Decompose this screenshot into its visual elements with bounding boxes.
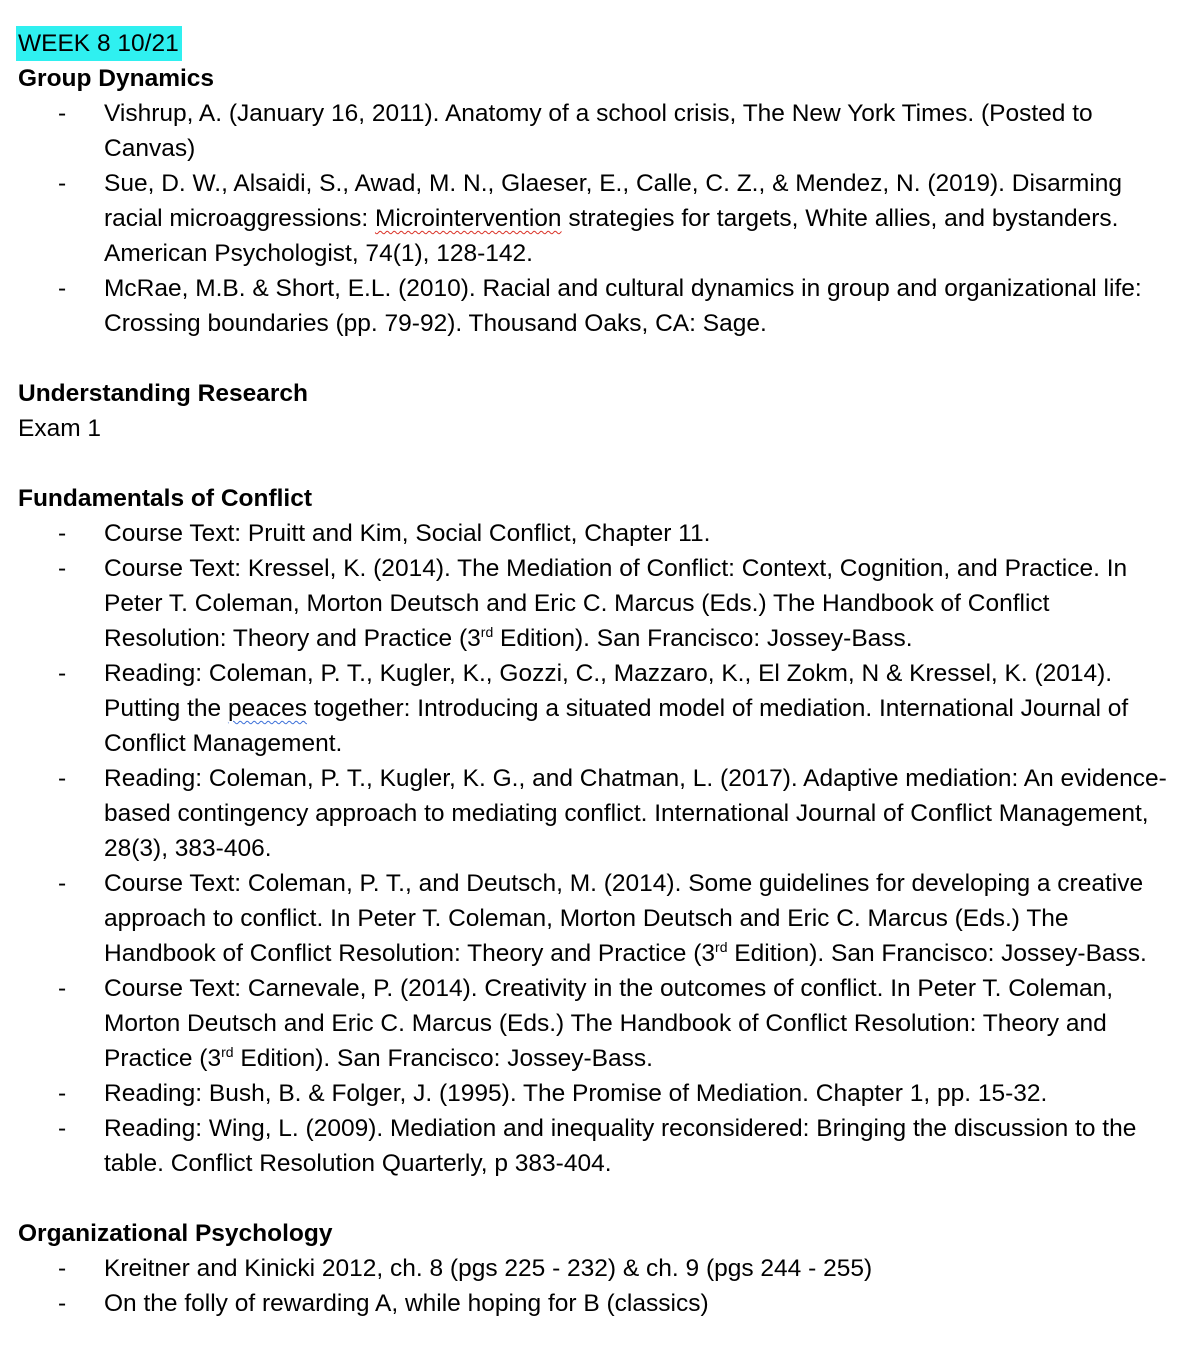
bullet-dash: -	[58, 170, 67, 197]
item-text: Edition). San Francisco: Jossey-Bass.	[493, 625, 913, 652]
group-dynamics-list	[18, 96, 1178, 341]
item-text: Reading: Wing, L. (2009). Mediation and inequality reconsidered: Bringing the discussion to the table. Conflict Resolution Quarterly, p 383-404.	[104, 1115, 1137, 1177]
item-text: Course Text: Coleman, P. T., and Deutsch, M. (2014). Some guidelines for developing a creative approach to conflict. In Peter T. Coleman, Morton Deutsch and Eric C. Marcus (Eds.) The Handbook of Conflict Resolution: Theory and Practice (3	[104, 870, 1144, 967]
list-item[interactable]	[18, 761, 1178, 866]
list-item[interactable]	[18, 971, 1178, 1076]
list-item[interactable]	[18, 166, 1178, 271]
bullet-dash: -	[58, 1115, 67, 1142]
list-item[interactable]	[18, 866, 1178, 971]
item-text: On the folly of rewarding A, while hoping for B (classics)	[104, 1290, 709, 1317]
blank-line	[18, 341, 1178, 376]
exam-text[interactable]: Exam 1	[18, 415, 102, 442]
spellcheck-flagged-word[interactable]: Microintervention	[374, 205, 562, 232]
section-heading-group-dynamics[interactable]: Group Dynamics	[18, 65, 215, 92]
list-item[interactable]	[18, 96, 1178, 166]
bullet-dash: -	[58, 100, 67, 127]
list-item[interactable]	[18, 551, 1178, 656]
fundamentals-list	[18, 516, 1178, 1181]
item-text: together: Introducing a situated model of mediation. International Journal of Conflict Management.	[104, 695, 1129, 757]
section-heading-understanding-research[interactable]: Understanding Research	[18, 380, 308, 407]
bullet-dash: -	[58, 975, 67, 1002]
item-text: Vishrup, A. (January 16, 2011). Anatomy of a school crisis, The New York Times. (Posted to Canvas)	[104, 100, 1093, 162]
item-text: Reading: Bush, B. & Folger, J. (1995). The Promise of Mediation. Chapter 1, pp. 15-32.	[104, 1080, 1048, 1107]
item-text: Course Text: Carnevale, P. (2014). Creativity in the outcomes of conflict. In Peter T. Coleman, Morton Deutsch and Eric C. Marcus (Eds.) The Handbook of Conflict Resolution: Theory and Practice (3	[104, 975, 1114, 1072]
item-text: McRae, M.B. & Short, E.L. (2010). Racial and cultural dynamics in group and organizational life: Crossing boundaries (pp. 79-92). Thousand Oaks, CA: Sage.	[104, 275, 1142, 337]
superscript-ordinal: rd	[480, 623, 494, 640]
bullet-dash: -	[58, 520, 67, 547]
list-item[interactable]	[18, 1251, 1178, 1286]
item-text: Course Text: Kressel, K. (2014). The Mediation of Conflict: Context, Cognition, and Practice. In Peter T. Coleman, Morton Deutsch and Eric C. Marcus (Eds.) The Handbook of Conflict Resolution: Theory and Practice (3	[104, 555, 1128, 652]
org-psych-list	[18, 1251, 1178, 1321]
item-text: strategies for targets, White allies, and bystanders. American Psychologist, 74(1), 128-142.	[104, 205, 1119, 267]
bullet-dash: -	[58, 660, 67, 687]
bullet-dash: -	[58, 870, 67, 897]
item-text: Kreitner and Kinicki 2012, ch. 8 (pgs 225 - 232) & ch. 9 (pgs 244 - 255)	[104, 1255, 873, 1282]
bullet-dash: -	[58, 765, 67, 792]
list-item[interactable]	[18, 1076, 1178, 1111]
list-item[interactable]	[18, 656, 1178, 761]
item-text: Edition). San Francisco: Jossey-Bass.	[233, 1045, 653, 1072]
bullet-dash: -	[58, 1080, 67, 1107]
superscript-ordinal: rd	[715, 938, 728, 955]
list-item[interactable]	[18, 1286, 1178, 1321]
item-text: Reading: Coleman, P. T., Kugler, K., Gozzi, C., Mazzaro, K., El Zokm, N & Kressel, K. (2014). Putting the	[104, 660, 1113, 722]
superscript-ordinal: rd	[221, 1043, 234, 1060]
list-item[interactable]	[18, 271, 1178, 341]
section-heading-fundamentals-of-conflict[interactable]: Fundamentals of Conflict	[18, 485, 312, 512]
item-text: Edition). San Francisco: Jossey-Bass.	[727, 940, 1147, 967]
bullet-dash: -	[58, 1290, 67, 1317]
week-label[interactable]: WEEK 8 10/21	[16, 26, 182, 61]
item-text: Reading: Coleman, P. T., Kugler, K. G., and Chatman, L. (2017). Adaptive mediation: An evidence-based contingency approach to mediating conflict. International Journal of Conflict Management, 28(3), 383-406.	[104, 765, 1167, 862]
section-heading-organizational-psychology[interactable]: Organizational Psychology	[18, 1220, 333, 1247]
list-item[interactable]	[18, 1111, 1178, 1181]
blank-line	[18, 1181, 1178, 1216]
blank-line	[18, 446, 1178, 481]
item-text: Course Text: Pruitt and Kim, Social Conflict, Chapter 11.	[104, 520, 711, 547]
grammar-flagged-word[interactable]: peaces	[227, 695, 307, 722]
list-item[interactable]	[18, 516, 1178, 551]
bullet-dash: -	[58, 1255, 67, 1282]
bullet-dash: -	[58, 275, 67, 302]
item-text: Sue, D. W., Alsaidi, S., Awad, M. N., Glaeser, E., Calle, C. Z., & Mendez, N. (2019). Disarming racial microaggressions:	[104, 170, 1123, 232]
bullet-dash: -	[58, 555, 67, 582]
